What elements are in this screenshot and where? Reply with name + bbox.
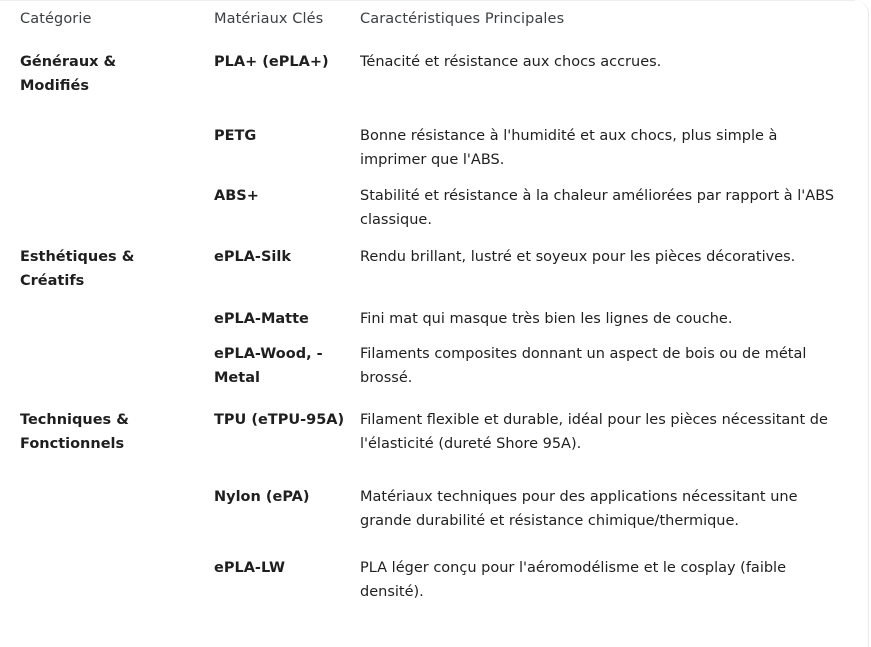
material-cell: ePLA-Wood, -Metal bbox=[214, 346, 323, 386]
header-row bbox=[0, 0, 866, 40]
material-cell: ePLA-Matte bbox=[214, 311, 309, 327]
table-header bbox=[0, 0, 866, 40]
table-row bbox=[0, 114, 866, 176]
table-row bbox=[0, 408, 866, 479]
material-cell: TPU (eTPU-95A) bbox=[214, 412, 345, 428]
material-cell: PETG bbox=[214, 128, 257, 144]
category-cell bbox=[0, 298, 196, 342]
table-row bbox=[0, 479, 866, 556]
feature-cell: Ténacité et résistance aux chocs accrues. bbox=[360, 54, 662, 70]
header-category: Catégorie bbox=[20, 11, 92, 27]
table-row bbox=[0, 176, 866, 236]
feature-cell: Filaments composites donnant un aspect de bois ou de métal brossé. bbox=[360, 346, 807, 386]
category-cell: Techniques & Fonctionnels bbox=[20, 412, 129, 452]
feature-cell: Stabilité et résistance à la chaleur améliorées par rapport à l'ABS classique. bbox=[360, 188, 835, 228]
category-cell bbox=[0, 342, 196, 408]
table-row bbox=[0, 40, 866, 114]
material-cell: Nylon (ePA) bbox=[214, 489, 310, 505]
table-row bbox=[0, 298, 866, 342]
feature-cell: Filament flexible et durable, idéal pour les pièces nécessitant de l'élasticité (dureté Shore 95A). bbox=[360, 412, 828, 452]
table-row bbox=[0, 342, 866, 408]
category-cell: Esthétiques & Créatifs bbox=[20, 249, 135, 289]
material-cell: ABS+ bbox=[214, 188, 259, 204]
category-cell bbox=[0, 479, 196, 556]
material-cell: ePLA-LW bbox=[214, 560, 286, 576]
table-body bbox=[0, 40, 866, 616]
header-features: Caractéristiques Principales bbox=[360, 11, 565, 27]
category-cell bbox=[0, 114, 196, 176]
material-cell: ePLA-Silk bbox=[214, 249, 291, 265]
table-row bbox=[0, 556, 866, 616]
category-cell bbox=[0, 556, 196, 616]
feature-cell: Fini mat qui masque très bien les lignes de couche. bbox=[360, 311, 733, 327]
feature-cell: Matériaux techniques pour des applications nécessitant une grande durabilité et résistance chimique/thermique. bbox=[360, 489, 798, 529]
header-materials: Matériaux Clés bbox=[214, 11, 324, 27]
feature-cell: Rendu brillant, lustré et soyeux pour les pièces décoratives. bbox=[360, 249, 796, 265]
category-cell bbox=[0, 176, 196, 236]
feature-cell: PLA léger conçu pour l'aéromodélisme et le cosplay (faible densité). bbox=[360, 560, 787, 600]
table-row bbox=[0, 236, 866, 298]
material-cell: PLA+ (ePLA+) bbox=[214, 54, 329, 70]
category-cell: Généraux & Modifiés bbox=[20, 54, 117, 94]
feature-cell: Bonne résistance à l'humidité et aux chocs, plus simple à imprimer que l'ABS. bbox=[360, 128, 778, 168]
